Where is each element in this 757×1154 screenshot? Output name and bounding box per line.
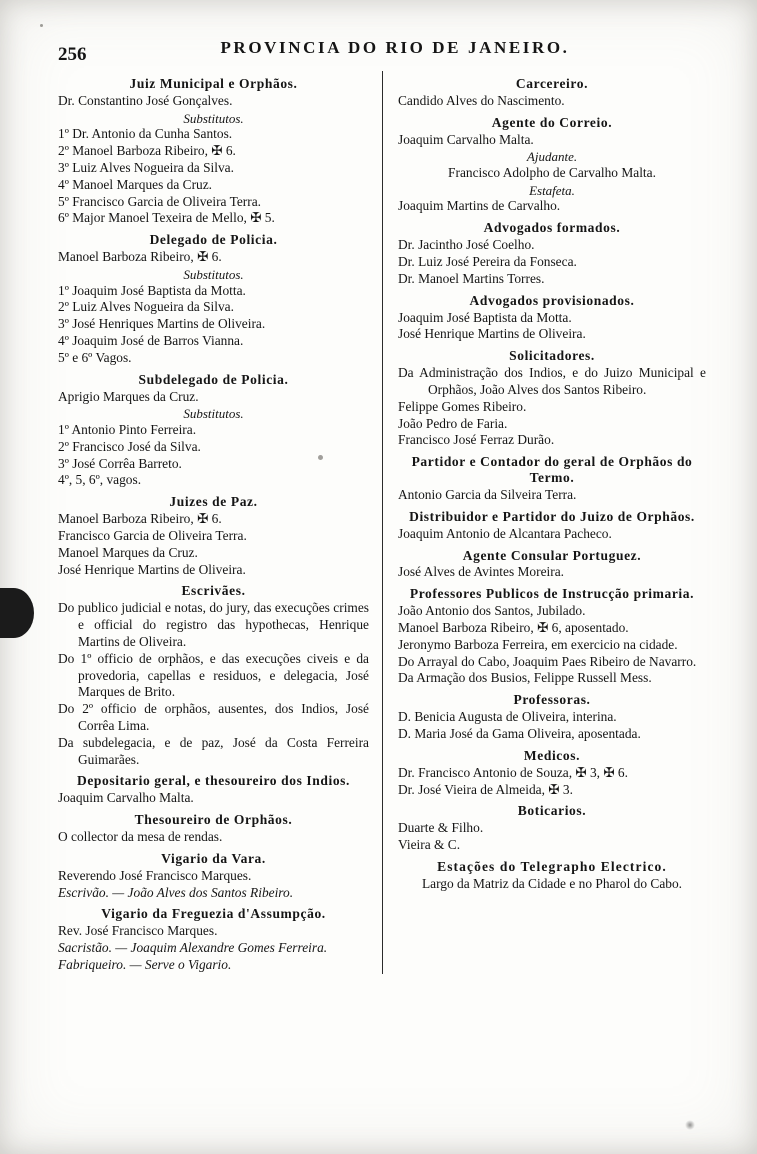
entry: 3º Luiz Alves Nogueira da Silva. [58, 159, 234, 175]
right-column [382, 71, 706, 974]
entry: Joaquim Antonio de Alcantara Pacheco. [398, 525, 612, 541]
entry: Rev. José Francisco Marques. [58, 923, 218, 939]
entry: José Henrique Martins de Oliveira. [398, 326, 586, 342]
running-head-title: PROVINCIA DO RIO DE JANEIRO. [220, 38, 570, 57]
entry: 4º Joaquim José de Barros Vianna. [58, 332, 244, 348]
entry: 3º José Corrêa Barreto. [58, 455, 182, 471]
section-heading-agente-consular: Agente Consular Portuguez. [462, 547, 642, 563]
section-heading-subdelegado-policia: Subdelegado de Policia. [138, 371, 289, 387]
ink-speck [40, 24, 43, 27]
entry: 3º José Henriques Martins de Oliveira. [58, 316, 266, 332]
entry: Joaquim Carvalho Malta. [398, 131, 534, 147]
entry: Dr. Jacintho José Coelho. [398, 237, 535, 253]
entry: João Antonio dos Santos, Jubilado. [398, 603, 586, 619]
subheading-substitutos: Substitutos. [183, 266, 244, 282]
entry: 4º Manoel Marques da Cruz. [58, 176, 213, 192]
entry: Escrivão. — João Alves dos Santos Ribeiro. [58, 884, 294, 900]
section-heading-juizes-de-paz: Juizes de Paz. [169, 494, 258, 510]
entry: 1º Joaquim José Baptista da Motta. [58, 282, 246, 298]
section-heading-partidor-contador: Partidor e Contador do geral de Orphãos do Termo. [411, 454, 693, 486]
entry: 5º Francisco Garcia de Oliveira Terra. [58, 193, 261, 209]
subheading-substitutos: Substitutos. [183, 406, 244, 422]
entry: Fabriqueiro. — Serve o Vigario. [58, 956, 232, 972]
section-heading-distribuidor-partidor: Distribuidor e Partidor do Juizo de Orphãos. [409, 508, 695, 524]
section-heading-carcereiro: Carcereiro. [515, 76, 589, 91]
subheading-ajudante: Ajudante. [526, 149, 578, 165]
section-heading-telegrapho: Estações do Telegrapho Electrico. [437, 858, 667, 874]
page-content [58, 38, 706, 974]
entry: Duarte & Filho. [398, 820, 484, 836]
section-heading-agente-correio: Agente do Correio. [491, 114, 613, 130]
entry: Aprigio Marques da Cruz. [58, 388, 199, 404]
page-corner-smudge [685, 1120, 695, 1130]
entry: Dr. José Vieira de Almeida, ✠ 3. [398, 781, 573, 797]
entry: 1º Antonio Pinto Ferreira. [58, 421, 197, 437]
entry: Vieira & C. [398, 837, 461, 853]
section-heading-vigario-da-vara: Vigario da Vara. [161, 850, 266, 866]
ink-blot-mark [0, 588, 34, 638]
entry: Sacristão. — Joaquim Alexandre Gomes Ferreira. [58, 940, 328, 956]
entry: Manoel Barboza Ribeiro, ✠ 6. [58, 511, 222, 527]
entry: Dr. Luiz José Pereira da Fonseca. [398, 254, 577, 270]
running-head [58, 38, 706, 68]
section-heading-professoras: Professoras. [513, 692, 591, 708]
entry: Dr. Constantino José Gonçalves. [58, 92, 233, 108]
entry: Manoel Marques da Cruz. [58, 544, 198, 560]
entry: Antonio Garcia da Silveira Terra. [398, 487, 577, 503]
entry: Manoel Barboza Ribeiro, ✠ 6, aposentado. [398, 620, 629, 636]
section-heading-thesoureiro-orphaos: Thesoureiro de Orphãos. [134, 812, 293, 828]
entry: 1º Dr. Antonio da Cunha Santos. [58, 126, 233, 142]
page-number: 256 [58, 44, 87, 65]
entry: Joaquim Martins de Carvalho. [398, 198, 561, 214]
entry: Francisco Adolpho de Carvalho Malta. [448, 165, 656, 181]
entry: 2º Manoel Barboza Ribeiro, ✠ 6. [58, 143, 236, 159]
entry: Felippe Gomes Ribeiro. [398, 398, 527, 414]
entry: O collector da mesa de rendas. [58, 829, 223, 845]
entry: Joaquim José Baptista da Motta. [398, 309, 572, 325]
two-column-body [58, 71, 706, 974]
entry: Francisco Garcia de Oliveira Terra. [58, 527, 247, 543]
left-column [58, 71, 382, 974]
entry: D. Maria José da Gama Oliveira, aposentada. [398, 726, 641, 742]
section-heading-delegado-policia: Delegado de Policia. [149, 232, 278, 248]
section-heading-juiz-municipal: Juiz Municipal e Orphãos. [129, 76, 298, 91]
entry: 5º e 6º Vagos. [58, 349, 132, 365]
entry: 2º Francisco José da Silva. [58, 438, 201, 454]
subheading-substitutos: Substitutos. [183, 110, 244, 126]
entry: Joaquim Carvalho Malta. [58, 790, 194, 806]
section-heading-advogados-provisionados: Advogados provisionados. [469, 292, 635, 308]
section-heading-medicos: Medicos. [523, 747, 581, 763]
entry: 2º Luiz Alves Nogueira da Silva. [58, 299, 234, 315]
entry: Reverendo José Francisco Marques. [58, 867, 252, 883]
entry: 4º, 5, 6º, vagos. [58, 472, 142, 488]
entry: Da subdelegacia, e de paz, José da Costa Ferreira Guimarães. [58, 734, 369, 767]
entry: Do Arrayal do Cabo, Joaquim Paes Ribeiro de Navarro. [398, 653, 697, 669]
section-heading-depositario-geral: Depositario geral, e thesoureiro dos Indios. [76, 773, 351, 789]
section-heading-advogados-formados: Advogados formados. [483, 220, 621, 236]
entry: Manoel Barboza Ribeiro, ✠ 6. [58, 249, 222, 265]
entry: Largo da Matriz da Cidade e no Pharol do Cabo. [421, 875, 683, 891]
section-heading-escrivaes: Escrivães. [181, 583, 246, 599]
entry: Dr. Manoel Martins Torres. [398, 270, 545, 286]
entry: Francisco José Ferraz Durão. [398, 432, 555, 448]
entry: Da Administração dos Indios, e do Juizo Municipal e Orphãos, João Alves dos Santos Ribeiro. [398, 365, 706, 397]
section-heading-solicitadores: Solicitadores. [509, 348, 595, 364]
entry: Do 2º officio de orphãos, ausentes, dos Indios, José Corrêa Lima. [58, 701, 369, 733]
entry: Dr. Francisco Antonio de Souza, ✠ 3, ✠ 6. [398, 764, 628, 780]
entry: Do 1º officio de orphãos, e das execuções civeis e da provedoria, capellas e residuos, e delegacia, José Marques de Brito. [58, 650, 369, 700]
entry: José Alves de Avintes Moreira. [398, 564, 564, 580]
entry: D. Benicia Augusta de Oliveira, interina. [398, 709, 617, 725]
subheading-estafeta: Estafeta. [529, 182, 575, 198]
entry: Do publico judicial e notas, do jury, das execuções crimes e official do registro das hypothecas, Henrique Martins de Oliveira. [58, 600, 369, 649]
entry: Jeronymo Barboza Ferreira, em exercicio na cidade. [398, 636, 678, 652]
section-heading-professores-publicos: Professores Publicos de Instrucção primaria. [409, 586, 695, 602]
entry: José Henrique Martins de Oliveira. [58, 561, 246, 577]
section-heading-boticarios: Boticarios. [517, 803, 587, 819]
entry: 6º Major Manoel Texeira de Mello, ✠ 5. [58, 210, 275, 226]
entry: Da Armação dos Busios, Felippe Russell Mess. [398, 670, 652, 686]
entry: João Pedro de Faria. [398, 415, 508, 431]
section-heading-vigario-freguezia: Vigario da Freguezia d'Assumpção. [101, 906, 326, 922]
entry: Candido Alves do Nascimento. [398, 92, 565, 108]
